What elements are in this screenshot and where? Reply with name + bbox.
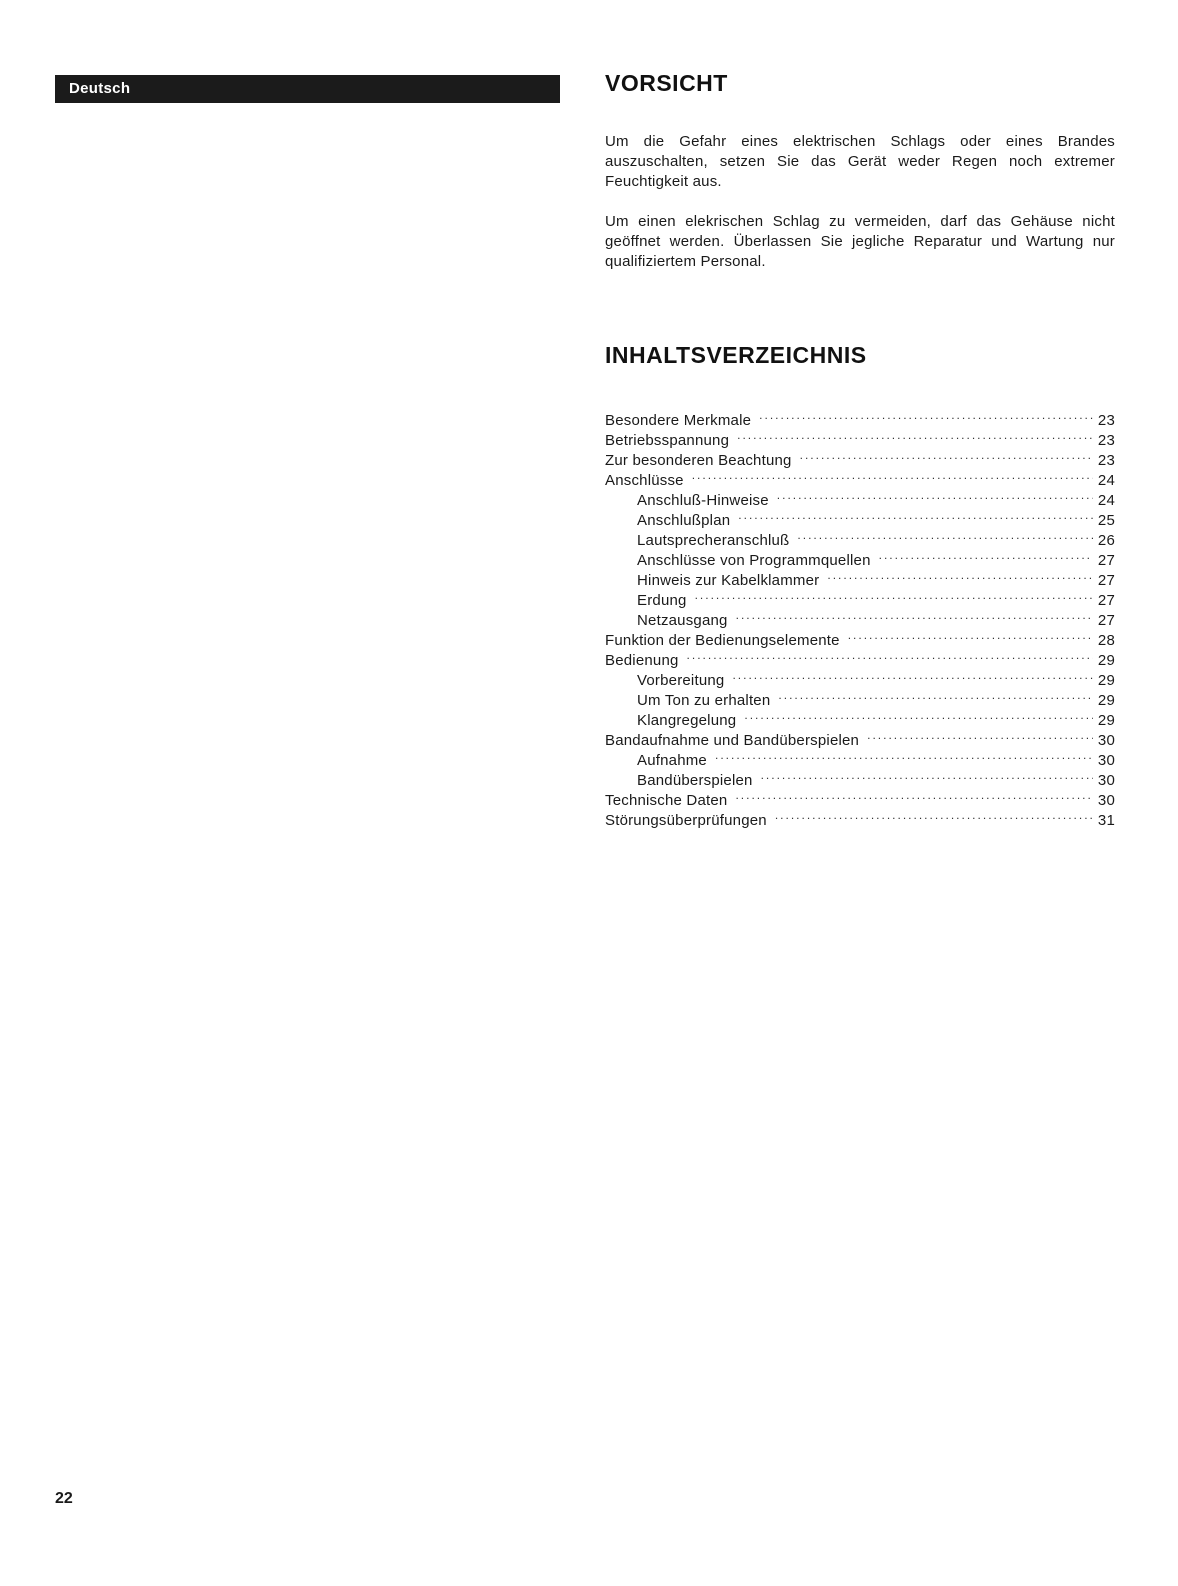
toc-entry-label: Betriebsspannung bbox=[605, 432, 730, 449]
toc-entry-page: 23 bbox=[1097, 432, 1115, 449]
toc-leader-dots bbox=[844, 625, 1093, 645]
table-of-contents bbox=[605, 405, 1115, 829]
language-tab: Deutsch bbox=[55, 75, 560, 103]
toc-entry-page: 23 bbox=[1097, 452, 1115, 469]
toc-entry-page: 24 bbox=[1097, 492, 1115, 509]
toc-entry-label: Vorbereitung bbox=[637, 672, 725, 689]
toc-entry-label: Zur besonderen Beachtung bbox=[605, 452, 792, 469]
toc-entry-page: 27 bbox=[1097, 572, 1115, 589]
toc-leader-dots bbox=[773, 485, 1093, 505]
toc-entry-page: 30 bbox=[1097, 752, 1115, 769]
toc-entry-label: Anschluß-Hinweise bbox=[637, 492, 769, 509]
toc-entry-page: 30 bbox=[1097, 792, 1115, 809]
toc-leader-dots bbox=[734, 505, 1093, 525]
toc-entry-label: Bandaufnahme und Bandüberspielen bbox=[605, 732, 860, 749]
toc-entry-page: 27 bbox=[1097, 552, 1115, 569]
toc-entry-label: Anschlüsse von Programmquellen bbox=[637, 552, 871, 569]
toc-leader-dots bbox=[691, 585, 1093, 605]
page-number: 22 bbox=[55, 1490, 73, 1507]
toc-entry-label: Bandüberspielen bbox=[637, 772, 753, 789]
toc-leader-dots bbox=[757, 765, 1093, 785]
toc-entry-label: Erdung bbox=[637, 592, 687, 609]
toc-leader-dots bbox=[732, 605, 1093, 625]
toc-entry-label: Anschlußplan bbox=[637, 512, 731, 529]
toc-entry-page: 23 bbox=[1097, 412, 1115, 429]
toc-entry-label: Aufnahme bbox=[637, 752, 707, 769]
toc-leader-dots bbox=[711, 745, 1093, 765]
toc-entry-page: 30 bbox=[1097, 732, 1115, 749]
toc-leader-dots bbox=[733, 425, 1093, 445]
toc-entry-page: 27 bbox=[1097, 592, 1115, 609]
toc-leader-dots bbox=[823, 565, 1093, 585]
toc-entry-label: Klangregelung bbox=[637, 712, 737, 729]
toc-leader-dots bbox=[728, 665, 1093, 685]
toc-entry-label: Um Ton zu erhalten bbox=[637, 692, 771, 709]
toc-entry-page: 30 bbox=[1097, 772, 1115, 789]
toc-entry-page: 24 bbox=[1097, 472, 1115, 489]
toc-entry-label: Störungsüberprüfungen bbox=[605, 812, 767, 829]
toc-leader-dots bbox=[793, 525, 1093, 545]
toc-entry-page: 26 bbox=[1097, 532, 1115, 549]
toc-entry-label: Bedienung bbox=[605, 652, 679, 669]
toc-entry-page: 29 bbox=[1097, 692, 1115, 709]
toc-leader-dots bbox=[771, 805, 1093, 825]
toc-leader-dots bbox=[755, 405, 1093, 425]
toc-entry-label: Funktion der Bedienungselemente bbox=[605, 632, 840, 649]
toc-leader-dots bbox=[683, 645, 1093, 665]
toc-heading: INHALTSVERZEICHNIS bbox=[605, 342, 867, 368]
toc-leader-dots bbox=[774, 685, 1093, 705]
toc-entry-label: Besondere Merkmale bbox=[605, 412, 752, 429]
toc-entry-page: 27 bbox=[1097, 612, 1115, 629]
toc-leader-dots bbox=[863, 725, 1093, 745]
caution-heading: VORSICHT bbox=[605, 70, 728, 96]
toc-leader-dots bbox=[796, 445, 1093, 465]
toc-entry-page: 29 bbox=[1097, 672, 1115, 689]
toc-entry-label: Lautsprecheranschluß bbox=[637, 532, 790, 549]
caution-paragraph-1: Um die Gefahr eines elektrischen Schlags oder eines Brandes auszuschalten, setzen Sie das Gerät weder Regen noch extremer Feuchtigkeit aus. bbox=[605, 133, 1115, 190]
caution-paragraph-2: Um einen elekrischen Schlag zu vermeiden, darf das Gehäuse nicht geöffnet werden. Überlassen Sie jegliche Reparatur und Wartung nur qualifiziertem Personal. bbox=[605, 213, 1115, 270]
toc-entry-page: 28 bbox=[1097, 632, 1115, 649]
toc-entry-label: Anschlüsse bbox=[605, 472, 684, 489]
toc-entry bbox=[605, 405, 1115, 429]
toc-leader-dots bbox=[731, 785, 1093, 805]
toc-entry-page: 29 bbox=[1097, 712, 1115, 729]
toc-entry-label: Hinweis zur Kabelklammer bbox=[637, 572, 820, 589]
toc-entry-label: Netzausgang bbox=[637, 612, 728, 629]
toc-entry-page: 29 bbox=[1097, 652, 1115, 669]
toc-leader-dots bbox=[688, 465, 1093, 485]
toc-entry-page: 31 bbox=[1097, 812, 1115, 829]
toc-entry-label: Technische Daten bbox=[605, 792, 728, 809]
toc-leader-dots bbox=[740, 705, 1093, 725]
toc-leader-dots bbox=[875, 545, 1093, 565]
toc-entry-page: 25 bbox=[1097, 512, 1115, 529]
